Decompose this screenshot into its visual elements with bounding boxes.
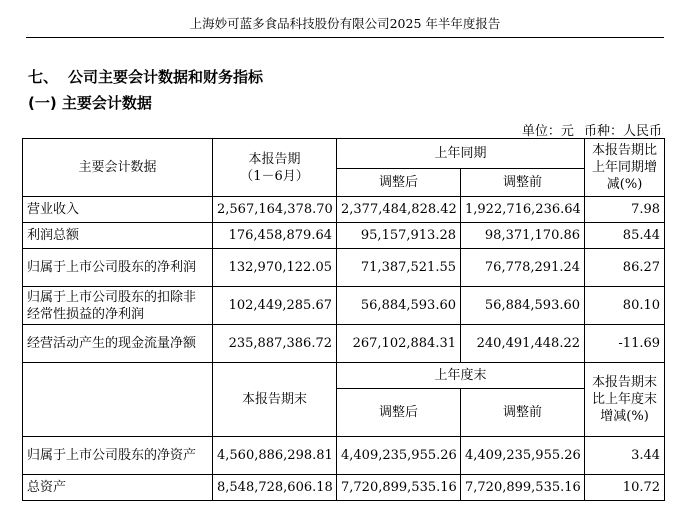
row-label: 归属于上市公司股东的净利润 (23, 249, 213, 287)
before-value: 1,922,716,236.64 (461, 197, 585, 223)
change-value: -11.69 (585, 325, 665, 363)
table-row (23, 437, 665, 475)
adjusted-value: 56,884,593.60 (337, 287, 461, 325)
row-label: 营业收入 (23, 197, 213, 223)
header-prior-year-end: 上年度末 (337, 363, 585, 389)
header-before-adjust: 调整前 (461, 169, 585, 197)
header-current-period-line1: 本报告期 (248, 151, 301, 167)
accounting-data-table (22, 138, 665, 501)
header-current-period-line2: （1－6月） (240, 168, 309, 184)
adjusted-value: 7,720,899,535.16 (337, 475, 461, 501)
row-label: 归属于上市公司股东的净资产 (23, 437, 213, 475)
header-end-change-pct: 本报告期末比上年度末增减(%) (585, 363, 665, 437)
row-label: 利润总额 (23, 223, 213, 249)
table-row (23, 475, 665, 501)
header-before-adjust-2: 调整前 (461, 389, 585, 437)
header-main-data: 主要会计数据 (23, 139, 213, 197)
change-value: 10.72 (585, 475, 665, 501)
current-value: 235,887,386.72 (213, 325, 337, 363)
currency-label: 币种：人民币 (583, 124, 662, 139)
adjusted-value: 95,157,913.28 (337, 223, 461, 249)
adjusted-value: 2,377,484,828.42 (337, 197, 461, 223)
change-value: 85.44 (585, 223, 665, 249)
table-row (23, 325, 665, 363)
current-value: 8,548,728,606.18 (213, 475, 337, 501)
before-value: 240,491,448.22 (461, 325, 585, 363)
current-value: 132,970,122.05 (213, 249, 337, 287)
section-title-text: 公司主要会计数据和财务指标 (68, 68, 264, 86)
row-label: 归属于上市公司股东的扣除非经常性损益的净利润 (23, 287, 213, 325)
table-row (23, 197, 665, 223)
table-row (23, 287, 665, 325)
before-value: 98,371,170.86 (461, 223, 585, 249)
before-value: 4,409,235,955.26 (461, 437, 585, 475)
before-value: 76,778,291.24 (461, 249, 585, 287)
header-adjusted: 调整后 (337, 169, 461, 197)
header-current-period (213, 139, 337, 197)
before-value: 56,884,593.60 (461, 287, 585, 325)
table-row (23, 223, 665, 249)
current-value: 102,449,285.67 (213, 287, 337, 325)
current-value: 176,458,879.64 (213, 223, 337, 249)
adjusted-value: 267,102,884.31 (337, 325, 461, 363)
change-value: 7.98 (585, 197, 665, 223)
header-adjusted-2: 调整后 (337, 389, 461, 437)
unit-label: 单位：元 (521, 124, 574, 139)
header-period-end: 本报告期末 (213, 363, 337, 437)
change-value: 3.44 (585, 437, 665, 475)
header-blank (23, 363, 213, 437)
page-header: 上海妙可蓝多食品科技股份有限公司2025 年半年度报告 (26, 14, 664, 38)
header-prior-period: 上年同期 (337, 139, 585, 169)
unit-line (516, 120, 662, 139)
adjusted-value: 71,387,521.55 (337, 249, 461, 287)
row-label: 经营活动产生的现金流量净额 (23, 325, 213, 363)
before-value: 7,720,899,535.16 (461, 475, 585, 501)
header-change-pct: 本报告期比上年同期增减(%) (585, 139, 665, 197)
row-label: 总资产 (23, 475, 213, 501)
current-value: 2,567,164,378.70 (213, 197, 337, 223)
section-number: 七、 (28, 68, 59, 86)
subsection-title: (一) 主要会计数据 (28, 94, 152, 112)
section-title (28, 66, 263, 87)
adjusted-value: 4,409,235,955.26 (337, 437, 461, 475)
change-value: 86.27 (585, 249, 665, 287)
current-value: 4,560,886,298.81 (213, 437, 337, 475)
table-row (23, 249, 665, 287)
change-value: 80.10 (585, 287, 665, 325)
